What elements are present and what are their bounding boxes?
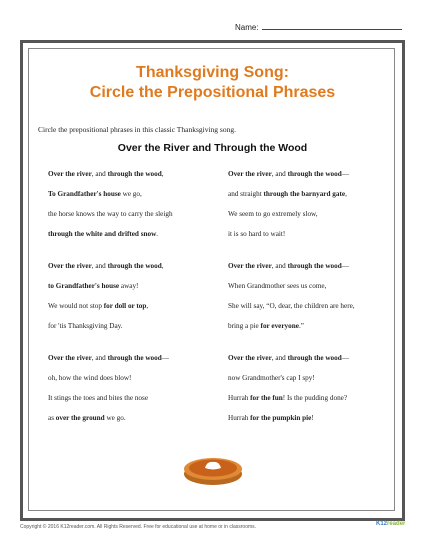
prepositional-phrase[interactable]: through the wood <box>107 262 162 270</box>
prepositional-phrase[interactable]: Over the river <box>48 262 92 270</box>
lyric-text: , and <box>91 354 108 362</box>
lyric-text: — <box>341 262 349 270</box>
lyric-text: — <box>341 354 349 362</box>
lyric-text: ! <box>311 414 314 422</box>
prepositional-phrase[interactable]: through the wood <box>107 354 162 362</box>
prepositional-phrase[interactable]: for the pumpkin pie <box>250 414 312 422</box>
prepositional-phrase[interactable]: through the white and drifted snow <box>48 230 157 238</box>
lyric-line <box>228 190 347 198</box>
lyric-line <box>48 262 164 270</box>
lyric-line <box>48 414 126 422</box>
logo-accent: reader <box>387 521 406 527</box>
prepositional-phrase[interactable]: through the wood <box>107 170 162 178</box>
lyric-text: . <box>156 230 159 238</box>
lyric-text: bring a pie <box>228 322 261 330</box>
lyric-text: She will say, “O, dear, the children are here, <box>228 302 355 310</box>
name-underline[interactable] <box>262 22 402 30</box>
lyric-line <box>48 322 123 330</box>
lyric-line <box>228 230 285 238</box>
lyric-text: When Grandmother sees us come, <box>228 282 327 290</box>
lyric-line <box>228 322 304 330</box>
lyric-text: It stings the toes and bites the nose <box>48 394 149 402</box>
lyric-text: away! <box>119 282 139 290</box>
prepositional-phrase[interactable]: through the barnyard gate <box>263 190 346 198</box>
lyric-line <box>48 230 158 238</box>
lyric-text: — <box>161 354 169 362</box>
prepositional-phrase[interactable]: through the wood <box>287 170 342 178</box>
lyric-text: we go, <box>120 190 142 198</box>
lyric-text: , and <box>271 170 288 178</box>
lyric-text: ! Is the pudding done? <box>282 394 348 402</box>
lyric-text: We would not stop <box>48 302 104 310</box>
prepositional-phrase[interactable]: for the fun <box>250 394 283 402</box>
worksheet-title-line1: Thanksgiving Song: <box>136 64 289 81</box>
lyric-text: We seem to go extremely slow, <box>228 210 318 218</box>
lyric-text: , and <box>91 262 108 270</box>
name-label: Name: <box>235 23 259 32</box>
page-inner-border <box>28 48 395 511</box>
lyric-text: for 'tis Thanksgiving Day. <box>48 322 123 330</box>
lyric-line <box>228 354 349 362</box>
lyric-text: , <box>345 190 347 198</box>
lyric-text: now Grandmother's cap I spy! <box>228 374 315 382</box>
logo-main: K12 <box>376 521 388 527</box>
lyric-text: , and <box>271 354 288 362</box>
copyright-footer: Copyright © 2016 K12reader.com. All Rights Reserved. Free for educational use at home or in classrooms. <box>20 524 257 530</box>
lyric-text: , <box>161 170 164 178</box>
lyric-text: oh, how the wind does blow! <box>48 374 132 382</box>
worksheet-title-line2: Circle the Prepositional Phrases <box>89 84 336 101</box>
prepositional-phrase[interactable]: To Grandfather's house <box>48 190 121 198</box>
lyric-line <box>228 262 349 270</box>
lyric-text: Hurrah <box>228 414 251 422</box>
lyric-line <box>228 414 314 422</box>
prepositional-phrase[interactable]: through the wood <box>287 262 342 270</box>
prepositional-phrase[interactable]: through the wood <box>287 354 342 362</box>
lyric-line <box>228 170 349 178</box>
lyric-text: it is so hard to wait! <box>228 230 286 238</box>
lyric-text: the horse knows the way to carry the sleigh <box>48 210 173 218</box>
prepositional-phrase[interactable]: Over the river <box>228 354 272 362</box>
lyric-line <box>48 354 169 362</box>
prepositional-phrase[interactable]: Over the river <box>228 170 272 178</box>
lyric-text: , <box>161 262 164 270</box>
pumpkin-pie-icon <box>183 452 243 486</box>
instructions: Circle the prepositional phrases in this classic Thanksgiving song. <box>38 125 236 134</box>
lyric-line <box>228 302 355 310</box>
prepositional-phrase[interactable]: Over the river <box>48 354 92 362</box>
lyric-line <box>228 374 315 382</box>
lyric-line <box>228 394 347 402</box>
lyric-line <box>48 394 148 402</box>
prepositional-phrase[interactable]: Over the river <box>228 262 272 270</box>
lyric-text: — <box>341 170 349 178</box>
lyric-line <box>48 282 138 290</box>
name-field[interactable] <box>235 22 402 32</box>
lyric-text: we go. <box>104 414 126 422</box>
lyric-text: Hurrah <box>228 394 251 402</box>
lyric-line <box>48 374 131 382</box>
prepositional-phrase[interactable]: to Grandfather's house <box>48 282 120 290</box>
song-title: Over the River and Through the Wood <box>117 142 308 154</box>
lyric-text: , <box>146 302 149 310</box>
lyric-line <box>48 210 173 218</box>
lyric-text: as <box>48 414 56 422</box>
prepositional-phrase[interactable]: over the ground <box>55 414 105 422</box>
lyric-text: , and <box>91 170 108 178</box>
lyric-line <box>48 170 164 178</box>
lyric-line <box>48 190 142 198</box>
prepositional-phrase[interactable]: for everyone <box>260 322 299 330</box>
prepositional-phrase[interactable]: for doll or top <box>103 302 147 310</box>
lyric-line <box>48 302 148 310</box>
lyric-text: .” <box>298 322 304 330</box>
lyric-text: and straight <box>228 190 264 198</box>
lyric-line <box>228 210 318 218</box>
prepositional-phrase[interactable]: Over the river <box>48 170 92 178</box>
lyric-line <box>228 282 326 290</box>
lyric-text: , and <box>271 262 288 270</box>
k12reader-logo[interactable] <box>376 521 405 527</box>
